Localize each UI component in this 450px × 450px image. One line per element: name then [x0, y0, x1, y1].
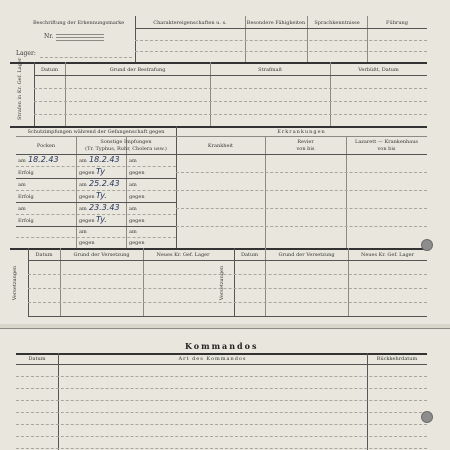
fuehrung-header: Führung — [386, 20, 408, 26]
kommandos-col-art: Art des Kommandos — [178, 356, 247, 362]
vers-right-col-datum: Datum — [241, 252, 258, 258]
impf-gegen-3: Ty. — [96, 215, 107, 224]
erkrankungen-title: Erkrankungen — [277, 129, 326, 135]
krankheit-header: Krankheit — [207, 143, 234, 149]
kommandos-col-datum: Datum — [28, 356, 46, 362]
pocken-header: Pocken — [36, 143, 56, 149]
sprachkenntnisse-header: Sprachkenntnisse — [314, 20, 360, 26]
impf-am-label-1: am — [79, 158, 87, 164]
sonstige-header: Sonstige Impfungen — [100, 139, 152, 145]
vers-right-col-lager: Neues Kr. Gef. Lager — [360, 252, 415, 258]
vers-left-col-datum: Datum — [35, 252, 53, 258]
vers-right-col-grund: Grund der Versetzung — [278, 252, 335, 258]
lazarett-header: Lazarett — Krankenhaus — [355, 139, 418, 145]
impf-date-1: 18.2.43 — [89, 155, 120, 164]
pocken-date: 18.2.43 — [28, 155, 59, 164]
vers-left-col-grund: Grund der Versetzung — [73, 252, 130, 258]
charakter-header: Charaktereigenschaften u. s. — [153, 20, 227, 26]
strafen-col-verbuesst: Verbüßt, Datum — [358, 67, 399, 73]
pocken-erfolg-label-3: Erfolg — [18, 218, 34, 224]
impf-am-label-1b: am — [129, 158, 137, 164]
impf-am-label-4b: am — [129, 229, 137, 235]
pocken-am-label-3: am — [18, 206, 26, 212]
impf-am-label-3b: am — [129, 206, 137, 212]
impf-gegen-label-3: gegen — [79, 218, 95, 224]
impf-gegen-label-2: gegen — [79, 194, 95, 200]
faehigkeiten-header: Besondere Fähigkeiten — [246, 20, 306, 26]
lager-label: Lager: — [16, 50, 36, 57]
impf-gegen-label-1: gegen — [79, 170, 95, 176]
kommandos-title: Kommandos — [185, 341, 259, 351]
lazarett-sub-header: von bis — [377, 146, 396, 152]
pocken-erfolg-label: Erfolg — [18, 170, 34, 176]
revier-header: Revier — [297, 139, 314, 145]
punch-hole-top — [421, 239, 433, 251]
impf-gegen-2: Ty. — [96, 191, 107, 200]
strafen-col-datum: Datum — [41, 67, 58, 73]
pocken-am-label: am — [18, 158, 26, 164]
impf-date-2: 25.2.43 — [89, 179, 120, 188]
sonstige-sub-header: (Tr. Typhus, Ruhr, Cholera usw.) — [85, 146, 167, 152]
kommandos-col-rueckkehr: Rückkehrdatum — [376, 356, 418, 362]
impf-am-label-2b: am — [129, 182, 137, 188]
impf-am-label-3: am — [79, 206, 87, 212]
impf-gegen-label-4b: gegen — [129, 240, 145, 246]
impf-am-label-4: am — [79, 229, 87, 235]
impf-gegen-1: Ty — [96, 167, 105, 176]
pocken-am-label-2: am — [18, 182, 26, 188]
strafen-col-grund: Grund der Bestrafung — [109, 67, 166, 73]
impf-am-label-2: am — [79, 182, 87, 188]
impf-gegen-label-4: gegen — [79, 240, 95, 246]
vers-left-col-lager: Neues Kr. Gef. Lager — [156, 252, 210, 258]
versetzungen-right-label: Versetzungen — [219, 265, 225, 301]
impfungen-title: Schutzimpfungen während der Gefangenschaft gegen — [27, 129, 165, 135]
impf-date-3: 23.3.43 — [89, 203, 120, 212]
revier-sub-header: von bis — [296, 146, 315, 152]
punch-hole-bottom — [421, 411, 433, 423]
erkennungsmarke-label: Beschriftung der Erkennungsmarke — [33, 20, 125, 26]
pocken-erfolg-label-2: Erfolg — [18, 194, 34, 200]
versetzungen-left-label: Versetzungen — [12, 265, 18, 301]
impf-gegen-label-1b: gegen — [129, 170, 145, 176]
strafen-side-label: Strafen in Kr. Gef. Lager — [17, 57, 23, 120]
impf-gegen-label-3b: gegen — [129, 218, 145, 224]
strafen-col-strafmass: Strafmaß — [258, 67, 282, 73]
impf-gegen-label-2b: gegen — [129, 194, 145, 200]
nr-label: Nr. — [44, 33, 54, 40]
